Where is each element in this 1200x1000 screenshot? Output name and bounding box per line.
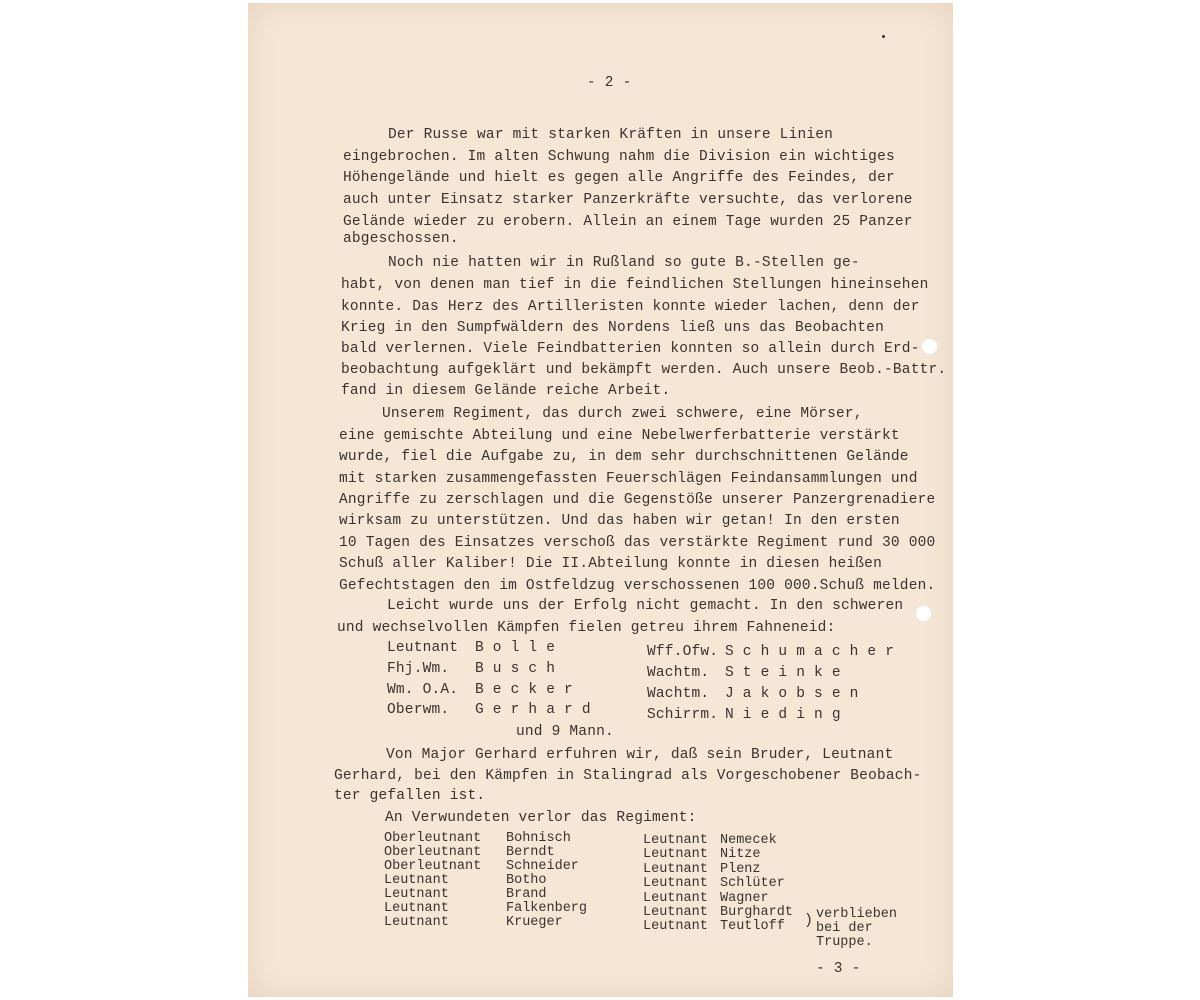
fallen-name: B o l l e [475,640,556,656]
wounded-rank: Oberleutnant [384,831,482,846]
wounded-rank: Leutnant [643,905,708,920]
fallen-rank: Wm. O.A. [387,682,459,698]
wounded-name: Berndt [506,845,555,860]
wounded-name: Nemecek [720,833,777,848]
paragraph3-line: 10 Tagen des Einsatzes verschoß das verstärkte Regiment rund 30 000 [339,535,936,551]
wounded-rank: Leutnant [384,873,449,888]
paragraph2-line: habt, von denen man tief in die feindlichen Stellungen hineinsehen [341,277,929,293]
fallen-name: B e c k e r [475,682,573,698]
paragraph3-line: Angriffe zu zerschlagen und die Gegenstöße unserer Panzergrenadiere [339,492,936,508]
page-number-top: - 2 - [587,75,632,91]
paragraph4-line: Leicht wurde uns der Erfolg nicht gemacht. In den schweren [387,598,904,614]
wounded-name: Botho [506,873,547,888]
fallen-name: S t e i n k e [725,665,841,681]
fallen-name: J a k o b s e n [725,686,859,702]
wounded-name: Bohnisch [506,831,571,846]
paragraph3-line: mit starken zusammengefassten Feuerschlägen Feindansammlungen und [339,471,918,487]
wounded-name: Brand [506,887,547,902]
wounded-note-line: verblieben [816,907,898,922]
fallen-name: S c h u m a c h e r [725,644,895,660]
wounded-rank: Leutnant [384,901,449,916]
wounded-rank: Leutnant [384,887,449,902]
wounded-intro: An Verwundeten verlor das Regiment: [385,810,697,826]
wounded-name: Burghardt [720,905,793,920]
paragraph2-line: bald verlernen. Viele Feindbatterien konnten so allein durch Erd- [341,341,920,357]
wounded-name: Wagner [720,891,769,906]
wounded-name: Teutloff [720,919,785,934]
wounded-name: Schneider [506,859,579,874]
punch-hole-upper [921,338,938,355]
paragraph3-line: eine gemischte Abteilung und eine Nebelwerferbatterie verstärkt [339,428,900,444]
wounded-rank: Leutnant [643,876,708,891]
wounded-rank: Leutnant [643,862,708,877]
wounded-note-line: Truppe. [816,935,873,950]
paragraph2-line: konnte. Das Herz des Artilleristen konnte wieder lachen, denn der [341,299,920,315]
wounded-rank: Oberleutnant [384,859,482,874]
page-number-bottom: - 3 - [816,961,861,977]
paragraph2-line: fand in diesem Gelände reiche Arbeit. [341,383,671,399]
ink-speck [882,35,885,38]
wounded-rank: Leutnant [643,891,708,906]
fallen-rank: Wachtm. [647,665,710,681]
fallen-rank: Oberwm. [387,702,450,718]
fallen-rank: Wachtm. [647,686,710,702]
fallen-name: G e r h a r d [475,702,591,718]
paragraph4-line: und wechselvollen Kämpfen fielen getreu ihrem Fahneneid: [337,620,836,636]
fallen-rank: Wff.Ofw. [647,644,719,660]
paragraph2-line: beobachtung aufgeklärt und bekämpft werden. Auch unsere Beob.-Battr. [341,362,947,378]
wounded-rank: Leutnant [643,847,708,862]
fallen-extra: und 9 Mann. [516,724,614,740]
paragraph3-line: Unserem Regiment, das durch zwei schwere, eine Mörser, [382,406,863,422]
wounded-rank: Oberleutnant [384,845,482,860]
fallen-rank: Leutnant [387,640,459,656]
paragraph5-line: Gerhard, bei den Kämpfen in Stalingrad als Vorgeschobener Beobach- [334,768,922,784]
paragraph1-line: auch unter Einsatz starker Panzerkräfte versuchte, das verlorene [343,192,913,208]
paragraph3-line: wurde, fiel die Aufgabe zu, in dem sehr durchschnittenen Gelände [339,449,909,465]
paragraph1-line: eingebrochen. Im alten Schwung nahm die Division ein wichtiges [343,149,895,165]
document-page [248,3,953,997]
paragraph1-line: Der Russe war mit starken Kräften in unsere Linien [388,127,834,143]
fallen-rank: Fhj.Wm. [387,661,450,677]
paragraph1-line: abgeschossen. [343,231,459,247]
paragraph3-line: Gefechtstagen den im Ostfeldzug verschossenen 100 000.Schuß melden. [339,578,936,594]
wounded-bracket: ) [804,912,814,929]
fallen-name: B u s c h [475,661,556,677]
paragraph3-line: wirksam zu unterstützen. Und das haben wir getan! In den ersten [339,513,900,529]
paragraph3-line: Schuß aller Kaliber! Die II.Abteilung konnte in diesen heißen [339,556,882,572]
paragraph1-line: Höhengelände und hielt es gegen alle Angriffe des Feindes, der [343,170,895,186]
fallen-rank: Schirrm. [647,707,719,723]
wounded-name: Schlüter [720,876,785,891]
wounded-name: Nitze [720,847,761,862]
wounded-rank: Leutnant [643,919,708,934]
paragraph2-line: Krieg in den Sumpfwäldern des Nordens ließ uns das Beobachten [341,320,884,336]
punch-hole-lower [915,605,932,622]
wounded-rank: Leutnant [384,915,449,930]
paragraph5-line: Von Major Gerhard erfuhren wir, daß sein Bruder, Leutnant [386,747,894,763]
wounded-rank: Leutnant [643,833,708,848]
wounded-name: Falkenberg [506,901,588,916]
fallen-name: N i e d i n g [725,707,841,723]
paragraph5-line: ter gefallen ist. [334,788,486,804]
wounded-name: Plenz [720,862,761,877]
wounded-note-line: bei der [816,921,873,936]
paragraph1-line: Gelände wieder zu erobern. Allein an einem Tage wurden 25 Panzer [343,214,913,230]
wounded-name: Krueger [506,915,563,930]
paragraph2-line: Noch nie hatten wir in Rußland so gute B.-Stellen ge- [388,255,860,271]
